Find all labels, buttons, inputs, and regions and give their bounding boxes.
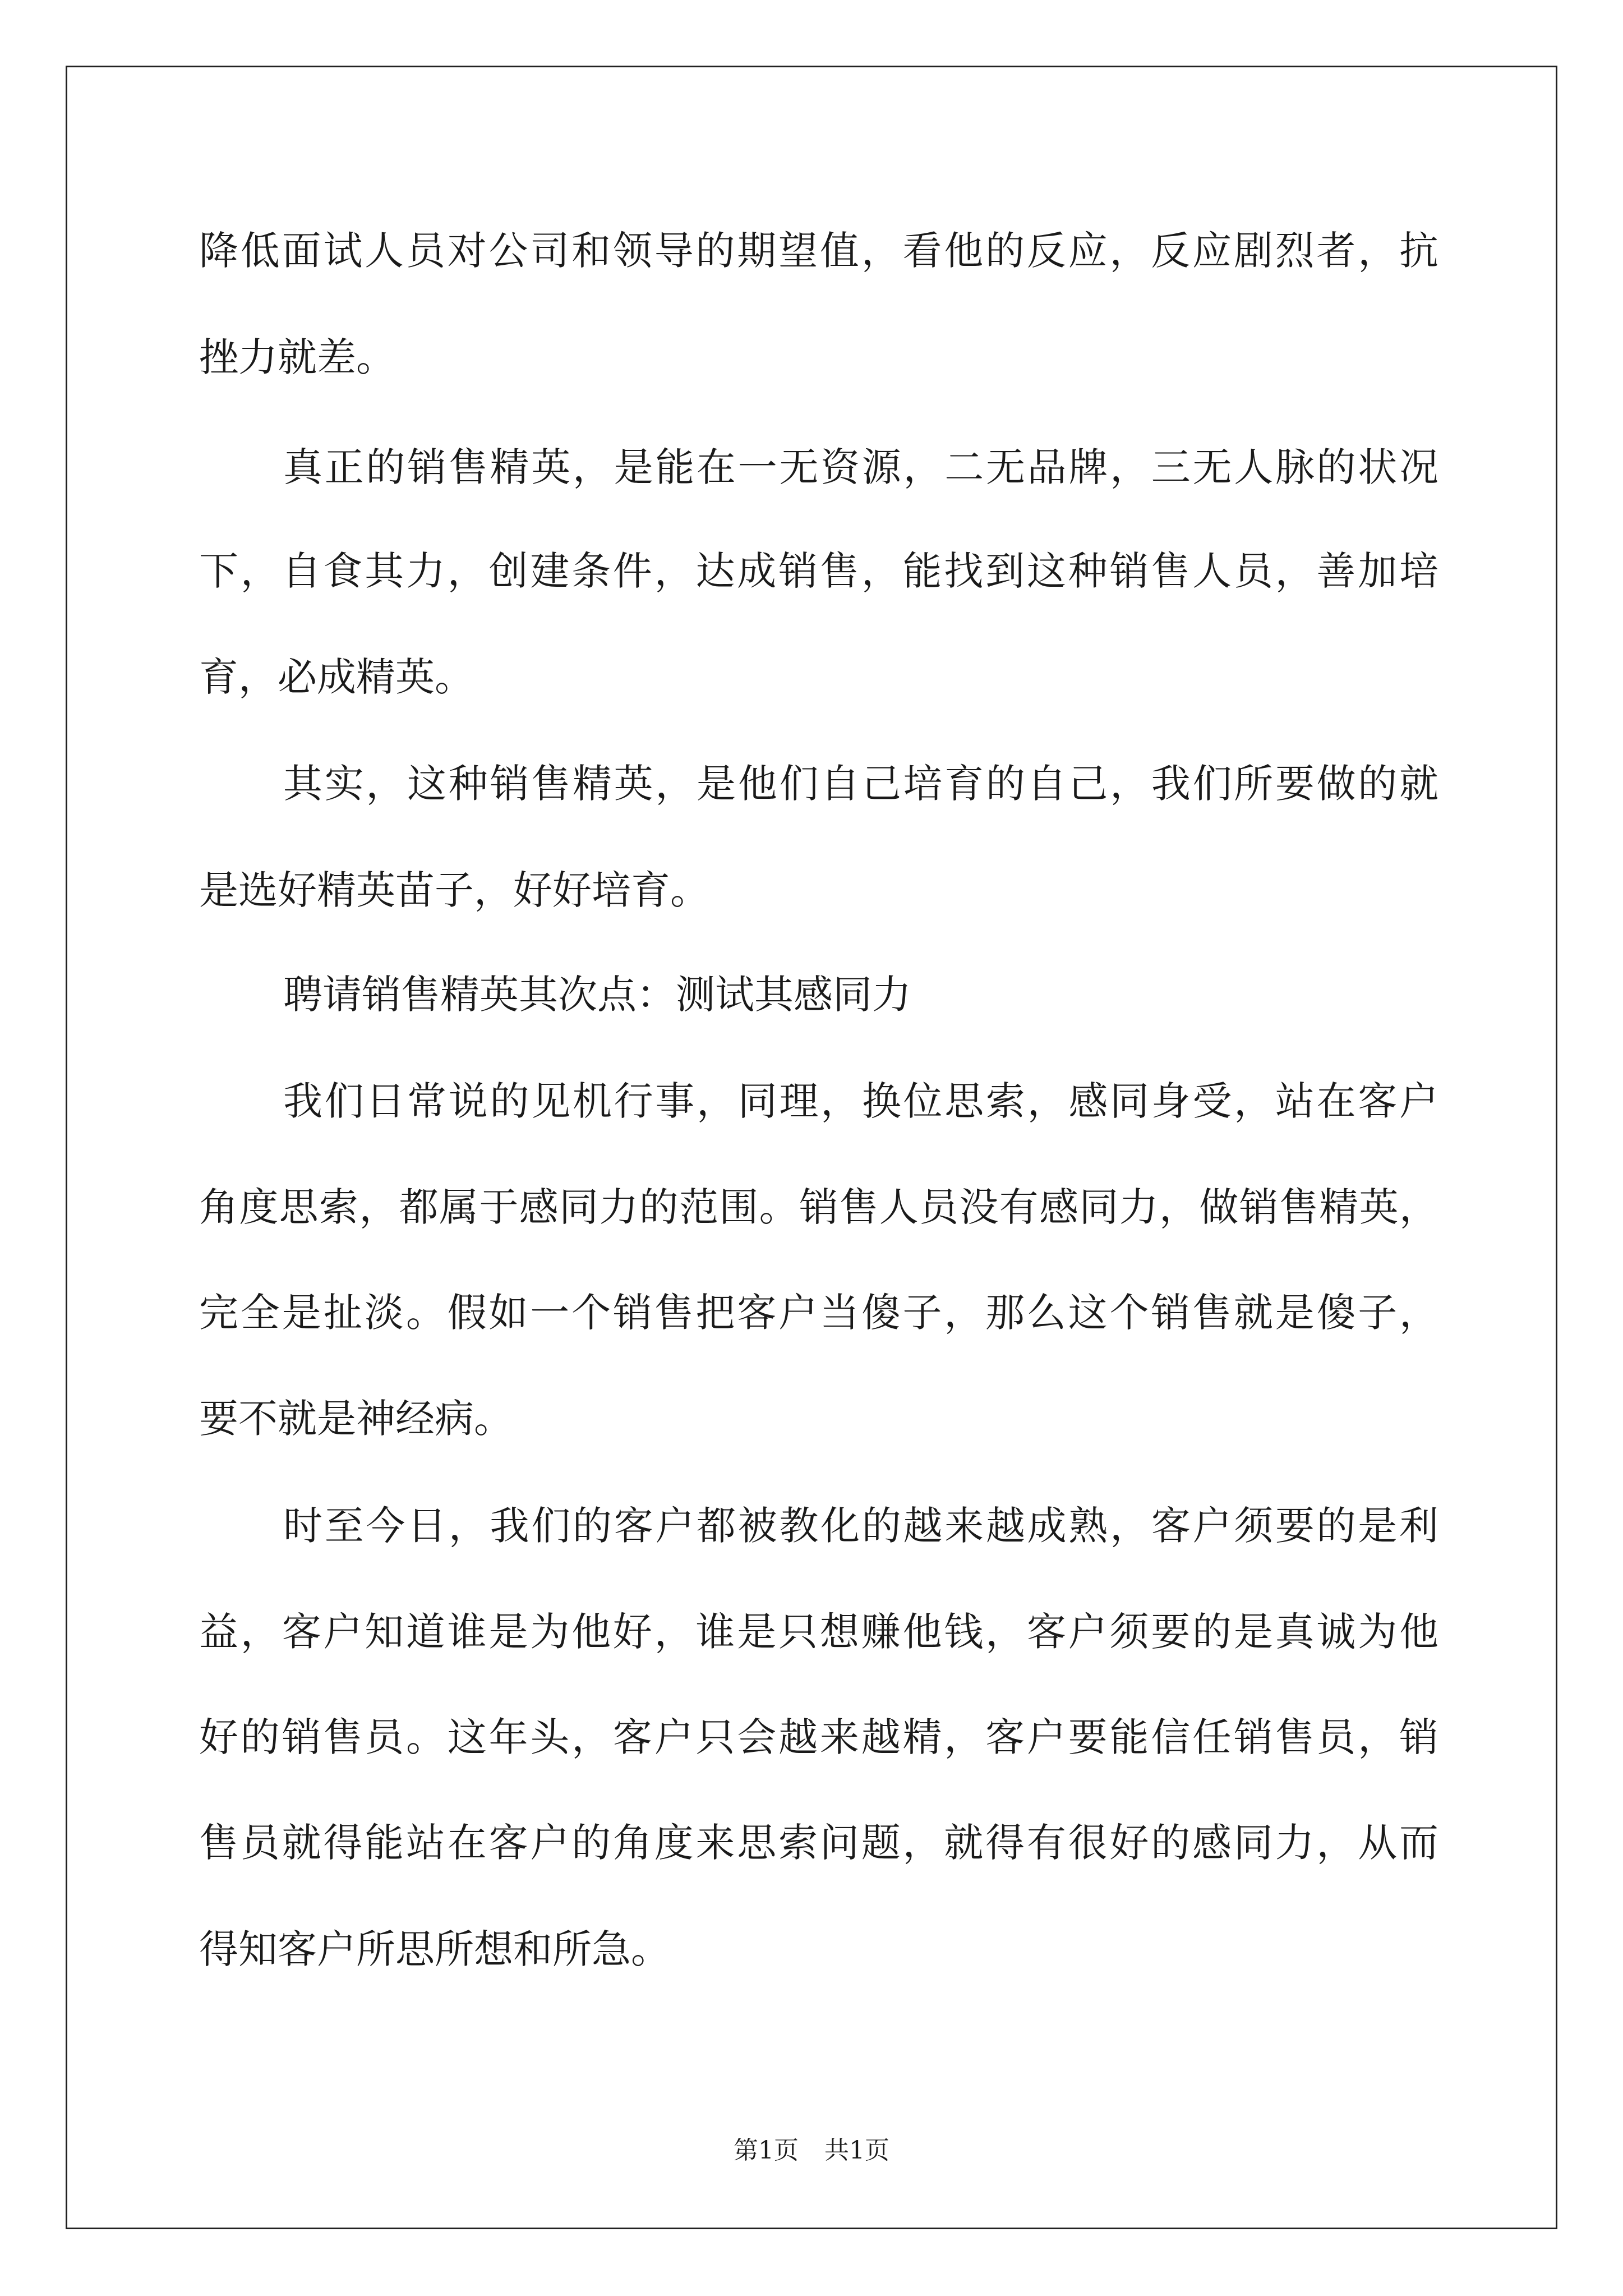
text-line: 降低面试人员对公司和领导的期望值，看他的反应，反应剧烈者，抗: [199, 228, 1438, 274]
text-line: 售员就得能站在客户的角度来思索问题，就得有很好的感同力，从而: [199, 1820, 1438, 1866]
text-line: 其实，这种销售精英，是他们自己培育的自己，我们所要做的就: [283, 761, 1438, 807]
page-footer: [0, 2138, 1623, 2163]
text-line: 真正的销售精英，是能在一无资源，二无品牌，三无人脉的状况: [283, 444, 1438, 490]
text-line: 好的销售员。这年头，客户只会越来越精，客户要能信任销售员，销: [199, 1714, 1438, 1760]
section-heading: 聘请销售精英其次点：测试其感同力: [283, 972, 911, 1018]
text-line: 角度思索，都属于感同力的范围。销售人员没有感同力，做销售精英，: [199, 1184, 1438, 1230]
text-line: 完全是扯淡。假如一个销售把客户当傻子，那么这个销售就是傻子，: [199, 1290, 1438, 1336]
text-line: 挫力就差。: [199, 334, 395, 380]
text-line: 益，客户知道谁是为他好，谁是只想赚他钱，客户须要的是真诚为他: [199, 1609, 1438, 1655]
text-line: 时至今日，我们的客户都被教化的越来越成熟，客户须要的是利: [283, 1503, 1438, 1549]
text-line: 下，自食其力，创建条件，达成销售，能找到这种销售人员，善加培: [199, 548, 1438, 594]
text-line: 得知客户所思所想和所急。: [199, 1926, 670, 1972]
text-line: 我们日常说的见机行事，同理，换位思索，感同身受，站在客户: [283, 1078, 1438, 1124]
page-number: 第1页: [734, 2136, 799, 2165]
text-line: 要不就是神经病。: [199, 1396, 513, 1442]
text-line: 育，必成精英。: [199, 654, 474, 700]
text-line: 是选好精英苗子，好好培育。: [199, 867, 709, 913]
page-border: [66, 66, 1557, 2229]
page-total: 共1页: [824, 2136, 889, 2165]
